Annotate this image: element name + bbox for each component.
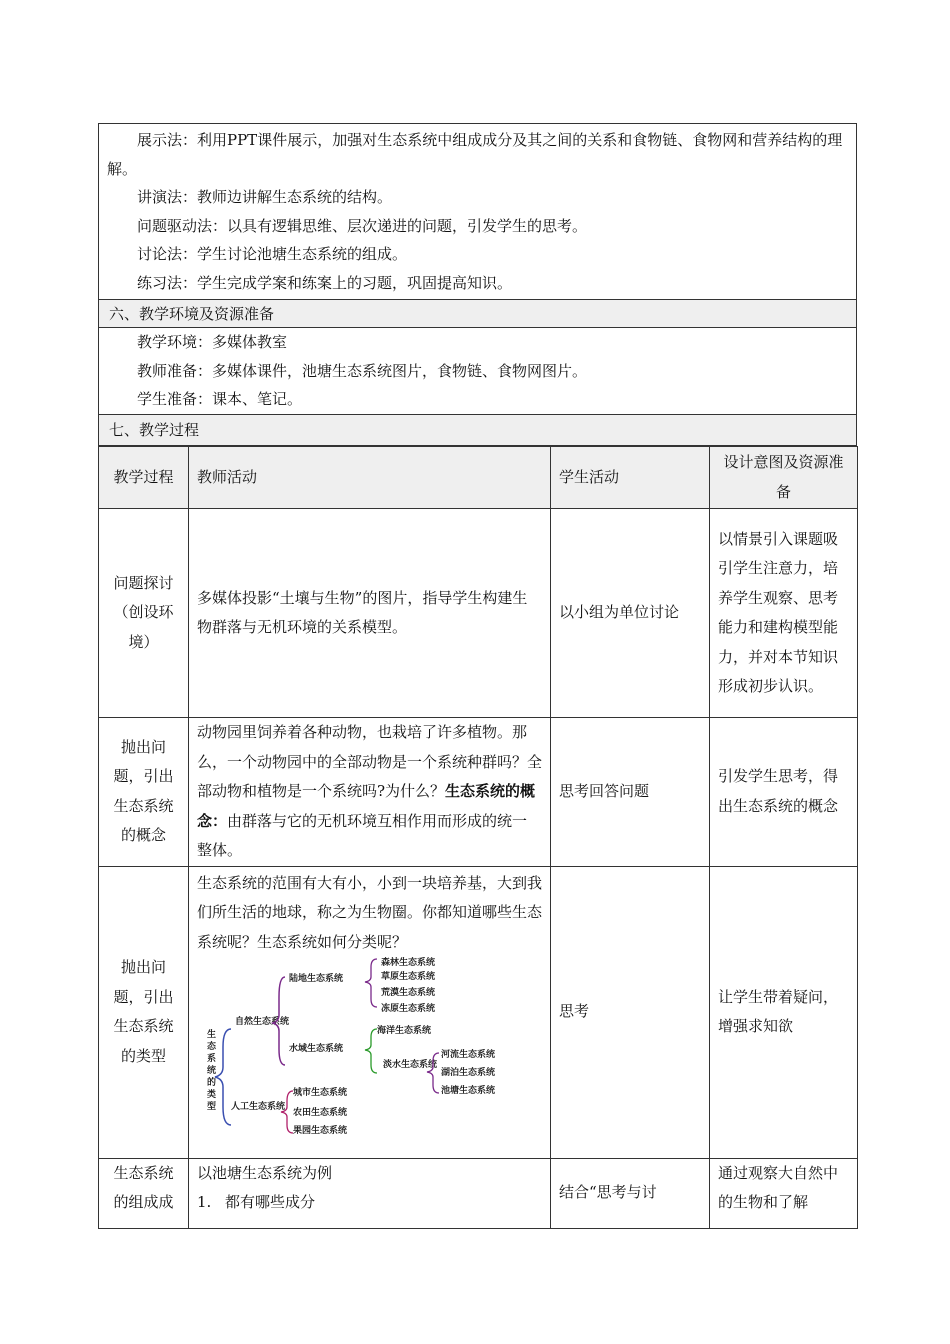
concept-label: 生态系统的概念：: [197, 782, 536, 830]
header-stage: 教学过程: [99, 447, 189, 509]
teacher-text: 生态系统的范围有大有小，小到一块培养基，大到我们所生活的地球，称之为生物圈。你都知道哪些生态系统呢？生态系统如何分类呢？: [197, 873, 543, 951]
document: [98, 123, 857, 1229]
student-prep-item: 学生准备：课本、笔记。: [137, 390, 303, 408]
intent-cell: 让学生带着疑问，增强求知欲: [710, 866, 858, 1158]
farmland-label: 农田生态系统: [293, 1108, 348, 1118]
teacher-prep-item: 教师准备：多媒体课件，池塘生态系统图片，食物链、食物网图片。: [137, 361, 588, 380]
city-label: 城市生态系统: [293, 1088, 348, 1098]
teacher-cell: 多媒体投影“土壤与生物”的图片，指导学生构建生物群落与无机环境的关系模型。: [189, 509, 551, 718]
intent-cell: 引发学生思考，得出生态系统的概念: [710, 718, 858, 867]
student-cell: 思考回答问题: [551, 718, 710, 867]
concept-text: 由群落与它的无机环境互相作用而形成的统一整体。: [197, 811, 528, 859]
artificial-brace: [281, 1091, 293, 1133]
method-5: 练习法：学生完成学案和练案上的习题，巩固提高知识。: [137, 273, 513, 292]
desert-label: 荒漠生态系统: [381, 988, 436, 998]
method-3: 问题驱动法：以具有逻辑思维、层次递进的问题，引发学生的思考。: [137, 216, 588, 235]
ecosystem-types-diagram: [201, 957, 521, 1147]
water-brace: [365, 1029, 377, 1073]
method-4: 讨论法：学生讨论池塘生态系统的组成。: [137, 245, 408, 263]
stage-cell: 抛出问题，引出生态系统的类型: [99, 866, 189, 1158]
fresh-label: 淡水生态系统: [383, 1060, 438, 1070]
diagram-root-char: 类: [207, 1090, 217, 1100]
intent-cell: 以情景引入课题吸引学生注意力，培养学生观察、思考能力和建构模型能力，并对本节知识形成初步认识。: [710, 509, 858, 718]
orchard-label: 果园生态系统: [293, 1126, 348, 1136]
teacher-cell: [189, 718, 551, 867]
methods-block: [98, 123, 857, 300]
diagram-root-char: 系: [207, 1054, 217, 1064]
stage-cell: 抛出问题，引出生态系统的概念: [99, 718, 189, 867]
grassland-label: 草原生态系统: [381, 972, 436, 982]
diagram-root-char: 生: [207, 1030, 217, 1040]
teacher-line-1: 以池塘生态系统为例: [197, 1163, 333, 1182]
stage-cell: 生态系统的组成成: [99, 1158, 189, 1228]
method-1: 展示法：利用PPT课件展示，加强对生态系统中组成成分及其之间的关系和食物链、食物网和营养结构的理解。: [107, 131, 843, 178]
forest-label: 森林生态系统: [381, 958, 436, 968]
diagram-root-char: 统: [207, 1066, 217, 1076]
tundra-label: 冻原生态系统: [381, 1004, 436, 1014]
table-row: [99, 866, 858, 1158]
teacher-cell: [189, 866, 551, 1158]
list-text: 都有哪些成分: [225, 1193, 316, 1211]
diagram-root-label: [207, 1028, 217, 1112]
diagram-root-char: 态: [207, 1042, 217, 1052]
pond-label: 池塘生态系统: [441, 1086, 496, 1096]
natural-label: 自然生态系统: [235, 1017, 290, 1027]
teacher-cell: [189, 1158, 551, 1228]
section-6-body: [98, 328, 857, 415]
env-item: 教学环境：多媒体教室: [137, 333, 288, 351]
land-label: 陆地生态系统: [289, 974, 344, 984]
student-cell: 思考: [551, 866, 710, 1158]
list-number: 1.: [197, 1193, 212, 1211]
teacher-line-2: [197, 1188, 542, 1218]
land-brace: [365, 959, 377, 1007]
header-student: 学生活动: [551, 447, 710, 509]
section-6-title: 六、教学环境及资源准备: [98, 300, 857, 328]
section-7-title: 七、教学过程: [98, 415, 857, 446]
lake-label: 湖泊生态系统: [441, 1068, 496, 1078]
diagram-root-char: 的: [207, 1078, 217, 1088]
intent-cell: 通过观察大自然中的生物和了解: [710, 1158, 858, 1228]
water-label: 水域生态系统: [289, 1044, 344, 1054]
artificial-label: 人工生态系统: [231, 1102, 286, 1112]
student-cell: 结合“思考与讨: [551, 1158, 710, 1228]
table-header-row: [99, 447, 858, 509]
root-brace: [215, 1029, 231, 1125]
fresh-brace: [427, 1053, 439, 1093]
header-intent: 设计意图及资源准备: [710, 447, 858, 509]
method-2: 讲演法：教师边讲解生态系统的结构。: [137, 188, 393, 206]
diagram-root-char: 型: [207, 1102, 217, 1112]
stage-cell: 问题探讨（创设环境）: [99, 509, 189, 718]
ocean-label: 海洋生态系统: [377, 1026, 432, 1036]
table-row: [99, 509, 858, 718]
process-table: [98, 446, 858, 1229]
table-row: [99, 1158, 858, 1228]
header-teacher: 教师活动: [189, 447, 551, 509]
river-label: 河流生态系统: [441, 1050, 496, 1060]
teacher-text: 动物园里饲养着各种动物，也栽培了许多植物。那么，一个动物园中的全部动物是一个系统种群吗？全部动物和植物是一个系统吗?为什么？: [197, 723, 543, 800]
student-cell: 以小组为单位讨论: [551, 509, 710, 718]
table-row: [99, 718, 858, 867]
